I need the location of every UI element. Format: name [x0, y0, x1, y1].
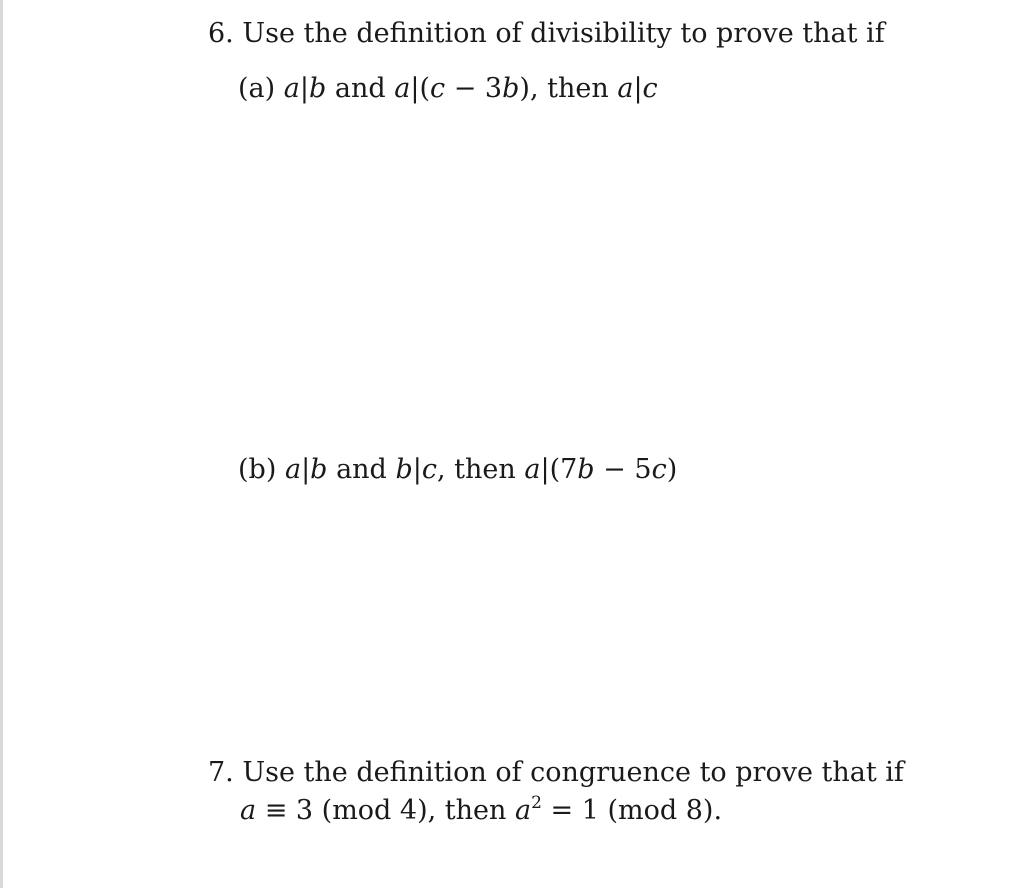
- var-b: b: [308, 73, 327, 104]
- minus-term: − 5: [594, 454, 652, 485]
- problem-7-condition: [240, 795, 722, 827]
- var-a: a: [283, 73, 300, 104]
- divides-symbol: |: [540, 454, 550, 485]
- problem-6a: [238, 73, 658, 105]
- divides-symbol: |: [410, 73, 420, 104]
- problem-6-number: 6.: [208, 18, 234, 49]
- page-left-border: [0, 0, 3, 888]
- problem-6-statement: [208, 18, 885, 50]
- var-a: a: [617, 73, 634, 104]
- word-and: and: [334, 73, 386, 104]
- paren-close: ),: [519, 73, 539, 104]
- problem-6-text: Use the definition of divisibility to prove that if: [242, 18, 885, 49]
- conclusion-clause: = 1 (mod 8).: [541, 795, 723, 826]
- var-c: c: [430, 73, 446, 104]
- problem-6b: [238, 454, 677, 486]
- part-a-label: (a): [238, 73, 276, 104]
- divides-symbol: |: [633, 73, 643, 104]
- var-a: a: [514, 795, 532, 826]
- var-b: b: [395, 454, 413, 485]
- paren-close: ): [666, 454, 678, 485]
- problem-7-number: 7.: [208, 757, 234, 788]
- problem-7-text: Use the definition of congruence to prove that if: [242, 757, 904, 788]
- paren-open: (7: [549, 454, 578, 485]
- minus-term: − 3: [445, 73, 503, 104]
- var-b: b: [577, 454, 595, 485]
- word-then: then: [454, 454, 516, 485]
- exponent: 2: [531, 793, 542, 813]
- var-a: a: [394, 73, 411, 104]
- problem-7-statement: [208, 757, 904, 789]
- word-and: and: [336, 454, 387, 485]
- var-a: a: [524, 454, 541, 485]
- var-b: b: [502, 73, 520, 104]
- var-b: b: [310, 454, 328, 485]
- paren-open: (: [419, 73, 431, 104]
- word-then: then: [547, 73, 609, 104]
- var-a: a: [284, 454, 302, 485]
- part-b-label: (b): [238, 454, 277, 485]
- comma: ,: [436, 454, 446, 485]
- congruence-clause: ≡ 3 (mod 4), then: [256, 795, 515, 826]
- divides-symbol: |: [299, 73, 309, 104]
- var-a: a: [240, 795, 257, 826]
- divides-symbol: |: [412, 454, 422, 485]
- var-c: c: [421, 454, 437, 485]
- divides-symbol: |: [301, 454, 311, 485]
- var-c: c: [642, 73, 658, 104]
- var-c: c: [651, 454, 667, 485]
